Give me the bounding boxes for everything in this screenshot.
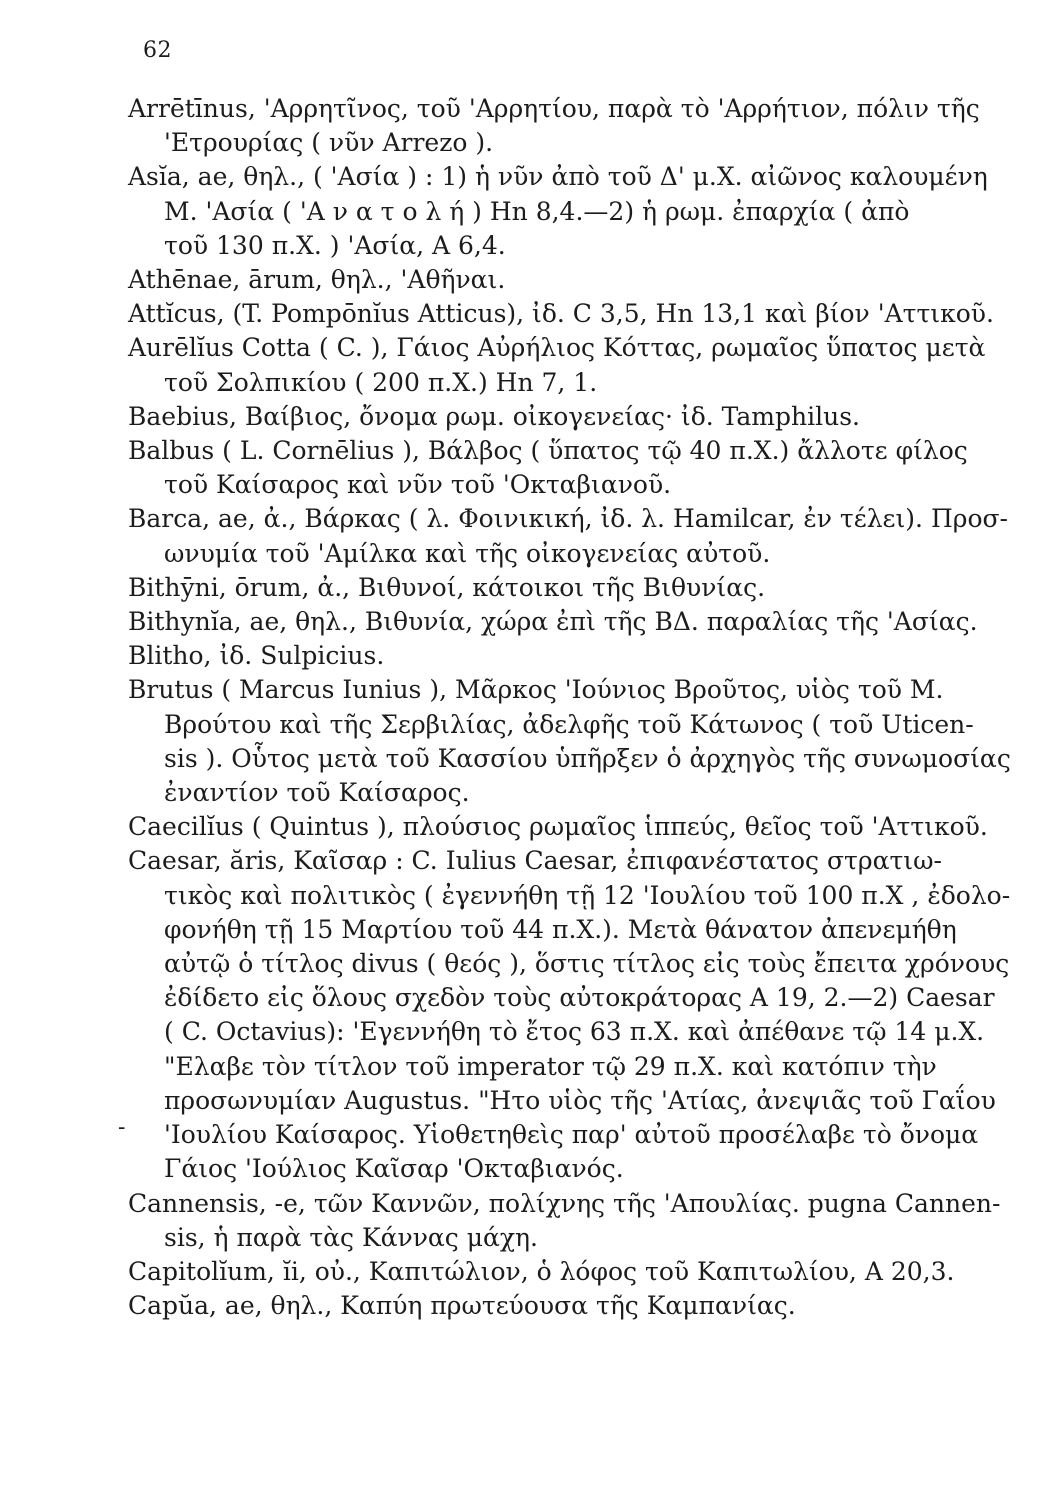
entry-line: Balbus ( L. Cornēlius ), Βάλβος ( ὕπατος τῷ 40 π.Χ.) ἄλλοτε φίλος [128, 436, 968, 466]
entry-line: Arrētīnus, 'Αρρητῖνος, τοῦ 'Αρρητίου, παρὰ τὸ 'Αρρήτιον, πόλιν τῆς [128, 94, 980, 123]
entry-line: Capitolĭum, ĭi, οὐ., Καπιτώλιον, ὁ λόφος τοῦ Καπιτωλίου, A 20,3. [128, 1256, 955, 1286]
glossary-entry [128, 1187, 1001, 1255]
glossary-entry [128, 160, 998, 263]
entry-line: Asĭa, ae, θηλ., ( 'Ασία ) : 1) ἡ νῦν ἀπὸ τοῦ Δ' μ.Χ. αἰῶνος καλουμένη [128, 162, 988, 192]
glossary-entry [128, 605, 998, 639]
glossary-entry [128, 297, 998, 331]
glossary-entry [128, 639, 998, 673]
entry-line: ( C. Octavius): 'Εγεννήθη τὸ ἔτος 63 π.Χ. καὶ ἀπέθανε τῷ 14 μ.Χ. [164, 1017, 985, 1047]
glossary-entry [128, 434, 998, 502]
entry-line: Bithynĭa, ae, θηλ., Βιθυνία, χώρα ἐπὶ τῆς ΒΔ. παραλίας τῆς 'Ασίας. [128, 607, 978, 637]
entry-line: Aurēlĭus Cotta ( C. ), Γάιος Αὐρήλιος Κόττας, ρωμαῖος ὕπατος μετὰ [128, 333, 986, 363]
glossary-entry [128, 1255, 998, 1289]
glossary-entry [128, 92, 998, 160]
entry-line: Barca, ae, ἀ., Βάρκας ( λ. Φοινικική, ἰδ. λ. Hamilcar, ἐν τέλει). Προσ- [128, 504, 1009, 534]
page-number: 62 [143, 38, 172, 63]
entry-line: Γάιος 'Ιούλιος Καῖσαρ 'Οκταβιανός. [164, 1154, 624, 1184]
entry-line: τοῦ Καίσαρος καὶ νῦν τοῦ 'Οκταβιανοῦ. [164, 470, 672, 500]
glossary-entry [128, 810, 998, 844]
glossary-entry [128, 844, 1011, 1186]
entry-line: Bithȳni, ōrum, ἀ., Βιθυνοί, κάτοικοι τῆς Βιθυνίας. [128, 572, 766, 602]
entry-line: τικὸς καὶ πολιτικὸς ( ἐγεννήθη τῇ 12 'Ιουλίου τοῦ 100 π.Χ , ἐδολο- [164, 880, 1011, 910]
entry-line: προσωνυμίαν Augustus. "Ητο υἱὸς τῆς 'Ατίας, ἀνεψιᾶς τοῦ Γαΐου [164, 1085, 996, 1115]
entry-line: Athēnae, ārum, θηλ., 'Αθῆναι. [128, 265, 506, 295]
entry-line: Blitho, ἰδ. Sulpicius. [128, 641, 385, 671]
margin-mark: - [118, 1115, 126, 1140]
entry-line: Capŭa, ae, θηλ., Καπύη πρωτεύουσα τῆς Καμπανίας. [128, 1291, 796, 1321]
entry-line: ἐναντίον τοῦ Καίσαρος. [164, 778, 470, 808]
entry-line: Μ. 'Ασία ( 'Α ν α τ ο λ ή ) Hn 8,4.—2) ἡ ρωμ. ἐπαρχία ( ἀπὸ [164, 196, 910, 226]
entry-line: ωνυμία τοῦ 'Αμίλκα καὶ τῆς οἰκογενείας αὐτοῦ. [164, 538, 771, 568]
glossary-entries [128, 92, 1011, 1323]
entry-line: Baebius, Βαίβιος, ὄνομα ρωμ. οἰκογενείας· ἰδ. Tamphilus. [128, 401, 860, 431]
entry-line: ἐδίδετο εἰς ὅλους σχεδὸν τοὺς αὐτοκράτορας A 19, 2.—2) Caesar [164, 983, 995, 1013]
entry-line: sis, ἡ παρὰ τὰς Κάννας μάχη. [164, 1222, 538, 1252]
entry-line: τοῦ 130 π.Χ. ) 'Ασία, A 6,4. [164, 230, 506, 260]
entry-line: 'Ετρουρίας ( νῦν Arrezo ). [164, 128, 494, 158]
entry-line: Caesar, ăris, Καῖσαρ : C. Iulius Caesar, ἐπιφανέστατος στρατιω- [128, 846, 942, 876]
entry-line: Brutus ( Marcus Iunius ), Μᾶρκος 'Ιούνιος Βροῦτος, υἱὸς τοῦ Μ. [128, 675, 944, 705]
entry-line: αὐτῷ ὁ τίτλος divus ( θεός ), ὅστις τίτλος εἰς τοὺς ἔπειτα χρόνους [164, 949, 1010, 979]
entry-line: Βρούτου καὶ τῆς Σερβιλίας, ἀδελφῆς τοῦ Κάτωνος ( τοῦ Uticen- [164, 709, 974, 739]
glossary-entry [128, 673, 1011, 810]
glossary-entry [128, 571, 998, 605]
entry-line: Cannensis, -e, τῶν Καννῶν, πολίχνης τῆς 'Απουλίας. pugna Cannen- [128, 1188, 1001, 1218]
entry-line: τοῦ Σολπικίου ( 200 π.Χ.) Hn 7, 1. [164, 367, 598, 397]
entry-line: Caecilĭus ( Quintus ), πλούσιος ρωμαῖος ἱππεύς, θεῖος τοῦ 'Αττικοῦ. [128, 812, 988, 842]
glossary-entry [128, 331, 998, 399]
entry-line: 'Ιουλίου Καίσαρος. Υἱοθετηθεὶς παρ' αὐτοῦ προσέλαβε τὸ ὄνομα [164, 1120, 979, 1150]
entry-line: φονήθη τῇ 15 Μαρτίου τοῦ 44 π.Χ.). Μετὰ θάνατον ἀπενεμήθη [164, 914, 957, 944]
glossary-entry [128, 263, 998, 297]
entry-line: sis ). Οὗτος μετὰ τοῦ Κασσίου ὑπῆρξεν ὁ ἀρχηγὸς τῆς συνωμοσίας [164, 743, 1011, 773]
glossary-entry [128, 1289, 998, 1323]
entry-line: "Ελαβε τὸν τίτλον τοῦ imperator τῷ 29 π.Χ. καὶ κατόπιν τὴν [164, 1051, 937, 1081]
glossary-entry [128, 400, 998, 434]
glossary-entry [128, 502, 1009, 570]
entry-line: Attĭcus, (T. Pompōnĭus Atticus), ἰδ. C 3,5, Hn 13,1 καὶ βίον 'Αττικοῦ. [128, 299, 994, 329]
